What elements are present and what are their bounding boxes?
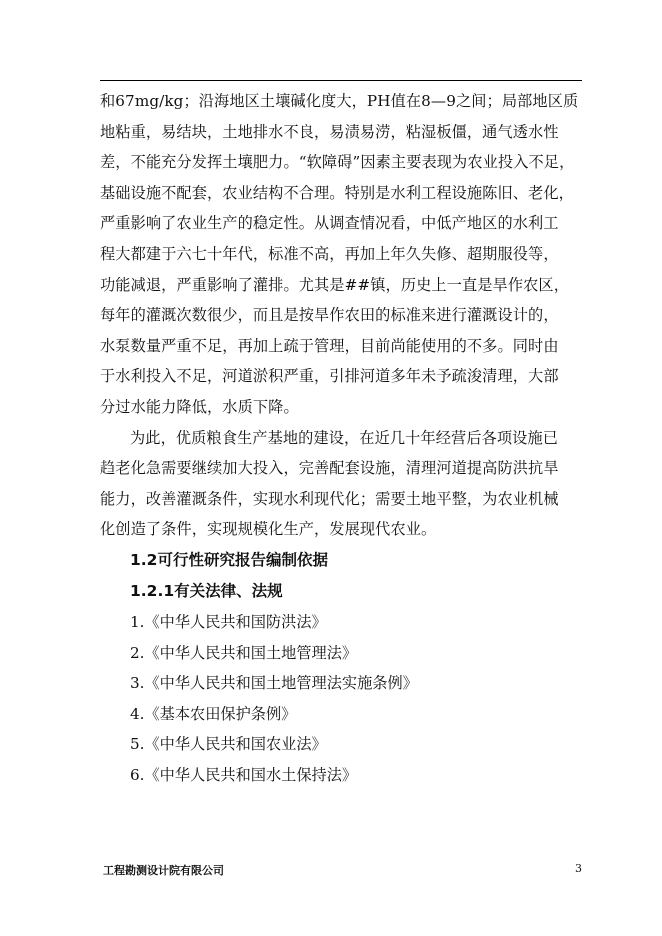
paragraph-2 — [100, 423, 570, 545]
text-line: 和67mg/kg；沿海地区土壤碱化度大，PH值在8—9之间；局部地区质 — [100, 92, 579, 110]
paragraph-1 — [100, 86, 579, 423]
list-item: 1.《中华人民共和国防洪法》 — [130, 612, 327, 631]
document-body — [100, 86, 579, 790]
text-line: 能力，改善灌溉条件，实现水利现代化；需要土地平整，为农业机械 — [100, 489, 559, 508]
law-list — [100, 607, 570, 791]
text-line: 于水利投入不足，河道淤积严重，引排河道多年未予疏浚清理，大部 — [100, 367, 559, 386]
list-item: 6.《中华人民共和国水土保持法》 — [130, 765, 358, 784]
list-item: 4.《基本农田保护条例》 — [130, 704, 297, 723]
text-line: 分过水能力降低，水质下降。 — [100, 397, 299, 416]
page-number: 3 — [575, 862, 582, 875]
text-line: 每年的灌溉次数很少，而且是按旱作农田的标准来进行灌溉设计的， — [100, 306, 559, 325]
text-line: 为此，优质粮食生产基地的建设，在近几十年经营后各项设施已 — [130, 428, 559, 447]
text-line: 水泵数量严重不足，再加上疏于管理，目前尚能使用的不多。同时由 — [100, 336, 559, 355]
list-item: 5.《中华人民共和国农业法》 — [130, 735, 327, 754]
subsection-heading: 1.2.1有关法律、法规 — [130, 581, 283, 600]
text-line: 化创造了条件，实现规模化生产，发展现代农业。 — [100, 520, 437, 539]
text-line: 严重影响了农业生产的稳定性。从调查情况看，中低产地区的水利工 — [100, 214, 559, 233]
footer-company: 工程勘测设计院有限公司 — [103, 864, 224, 877]
text-line: 趋老化急需要继续加大投入，完善配套设施，清理河道提高防洪抗旱 — [100, 459, 559, 478]
text-line: 程大都建于六七十年代，标准不高，再加上年久失修、超期服役等， — [100, 244, 559, 263]
list-item: 2.《中华人民共和国土地管理法》 — [130, 643, 358, 662]
text-line: 地粘重，易结块，土地排水不良，易渍易涝，粘湿板僵，通气透水性 — [100, 122, 559, 141]
text-line: 功能减退，严重影响了灌排。尤其是##镇，历史上一直是旱作农区， — [100, 275, 569, 294]
header-rule — [100, 80, 582, 81]
list-item: 3.《中华人民共和国土地管理法实施条例》 — [130, 674, 418, 693]
text-line: 差，不能充分发挥土壤肥力。“软障碍”因素主要表现为农业投入不足， — [100, 153, 575, 172]
section-heading: 1.2可行性研究报告编制依据 — [130, 550, 328, 569]
text-line: 基础设施不配套，农业结构不合理。特别是水利工程设施陈旧、老化， — [100, 183, 574, 202]
